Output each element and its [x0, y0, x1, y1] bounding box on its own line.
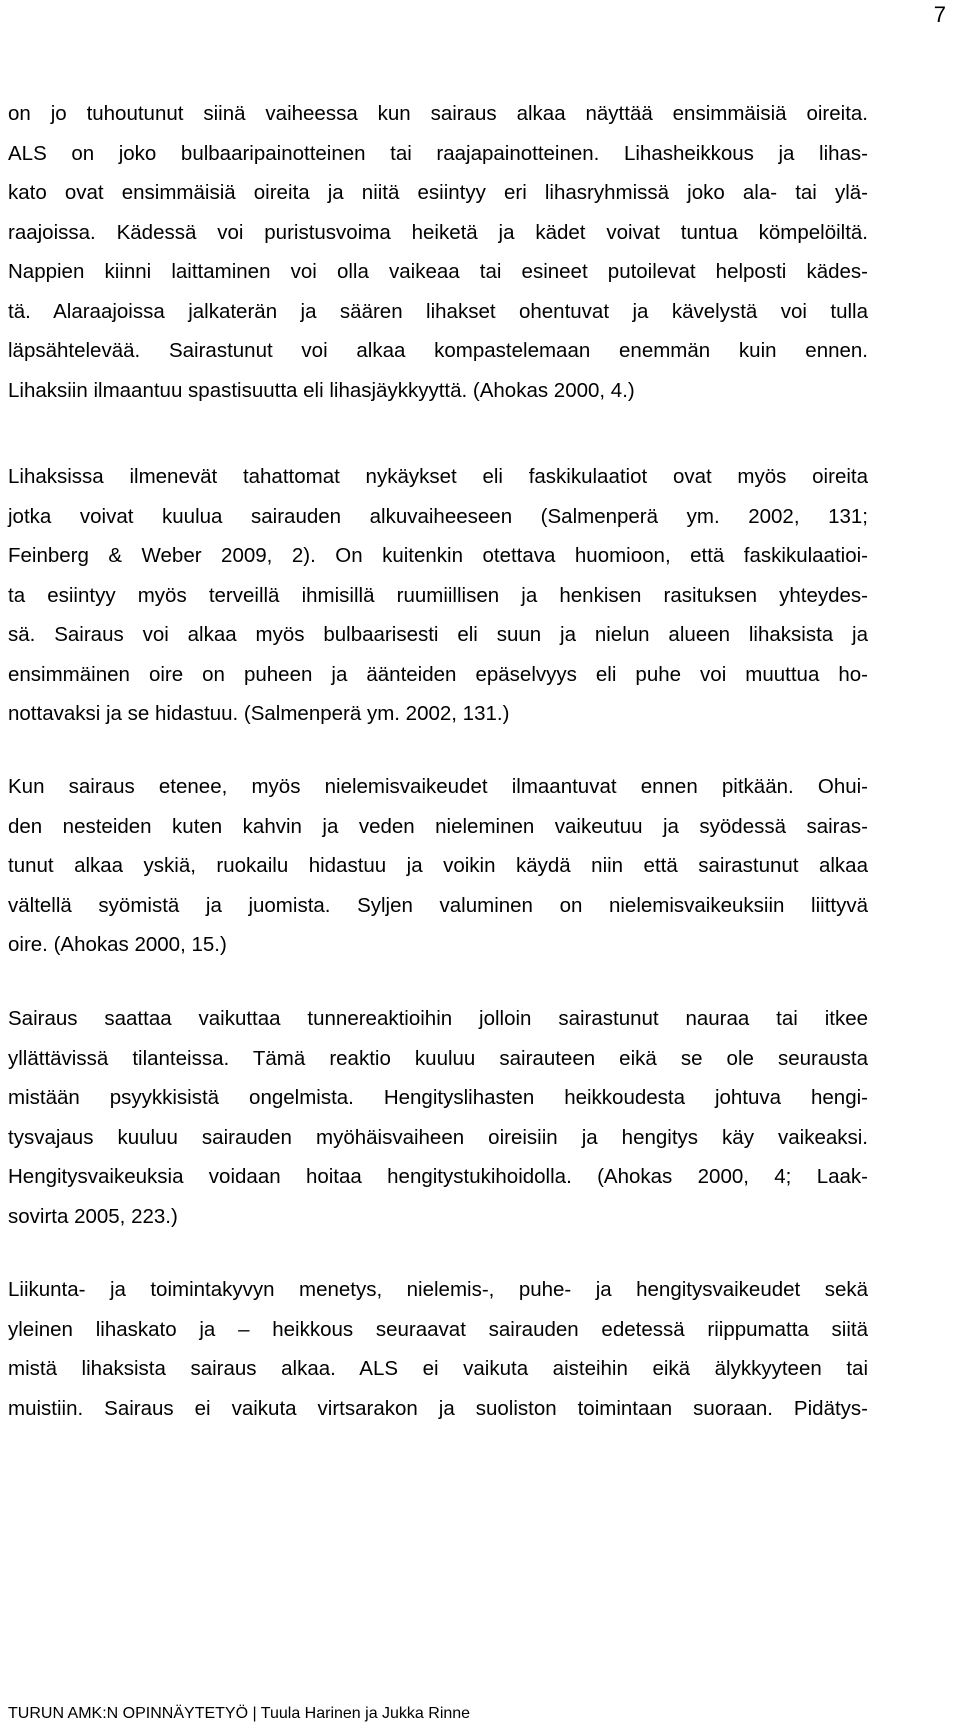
text-line: läpsähtelevää. Sairastunut voi alkaa kompastelemaan enemmän kuin ennen.	[8, 339, 868, 362]
text-line: sovirta 2005, 223.)	[8, 1204, 178, 1228]
text-line: vältellä syömistä ja juomista. Syljen valuminen on nielemisvaikeuksiin liittyvä	[8, 893, 868, 917]
text-line: Hengitysvaikeuksia voidaan hoitaa hengitystukihoidolla. (Ahokas 2000, 4; Laak-	[8, 1165, 868, 1188]
text-line: nottavaksi ja se hidastuu. (Salmenperä ym. 2002, 131.)	[8, 702, 510, 725]
text-line: yllättävissä tilanteissa. Tämä reaktio kuuluu sairauteen eikä se ole seurausta	[8, 1046, 868, 1070]
text-line: mistä lihaksista sairaus alkaa. ALS ei vaikuta aisteihin eikä älykkyyteen tai	[8, 1357, 868, 1380]
text-line: tysvajaus kuuluu sairauden myöhäisvaiheen oireisiin ja hengitys käy vaikeaksi.	[8, 1125, 868, 1149]
text-line: Lihaksissa ilmenevät tahattomat nykäykset eli faskikulaatiot ovat myös oireita	[8, 465, 868, 488]
text-line: sä. Sairaus voi alkaa myös bulbaarisesti eli suun ja nielun alueen lihaksista ja	[8, 623, 868, 646]
text-line: den nesteiden kuten kahvin ja veden nieleminen vaikeutuu ja syödessä sairas-	[8, 814, 868, 838]
paragraph-3	[8, 767, 868, 965]
page-number: 7	[933, 2, 946, 27]
text-line: oire. (Ahokas 2000, 15.)	[8, 933, 227, 956]
text-line: tunut alkaa yskiä, ruokailu hidastuu ja voikin käydä niin että sairastunut alkaa	[8, 854, 868, 877]
text-line: Liikunta- ja toimintakyvyn menetys, nielemis-, puhe- ja hengitysvaikeudet sekä	[8, 1278, 868, 1301]
text-line: jotka voivat kuulua sairauden alkuvaiheeseen (Salmenperä ym. 2002, 131;	[8, 504, 868, 528]
text-line: mistään psyykkisistä ongelmista. Hengityslihasten heikkoudesta johtuva hengi-	[8, 1086, 868, 1109]
paragraph-5	[8, 1270, 868, 1428]
text-line: kato ovat ensimmäisiä oireita ja niitä esiintyy eri lihasryhmissä joko ala- tai ylä-	[8, 181, 868, 204]
text-line: ALS on joko bulbaaripainotteinen tai raajapainotteinen. Lihasheikkous ja lihas-	[8, 141, 868, 165]
text-line: ensimmäinen oire on puheen ja äänteiden epäselvyys eli puhe voi muuttua ho-	[8, 662, 868, 686]
paragraph-2	[8, 457, 868, 734]
text-line: muistiin. Sairaus ei vaikuta virtsarakon ja suoliston toimintaan suoraan. Pidätys-	[8, 1396, 868, 1420]
text-line: on jo tuhoutunut siinä vaiheessa kun sairaus alkaa näyttää ensimmäisiä oireita.	[8, 102, 868, 125]
text-line: Kun sairaus etenee, myös nielemisvaikeudet ilmaantuvat ennen pitkään. Ohui-	[8, 775, 868, 798]
text-line: Feinberg & Weber 2009, 2). On kuitenkin otettava huomioon, että faskikulaatioi-	[8, 544, 868, 567]
paragraph-4	[8, 999, 868, 1236]
text-line: Nappien kiinni laittaminen voi olla vaikeaa tai esineet putoilevat helposti kädes-	[8, 260, 868, 283]
text-line: tä. Alaraajoissa jalkaterän ja säären lihakset ohentuvat ja kävelystä voi tulla	[8, 299, 868, 323]
text-line: raajoissa. Kädessä voi puristusvoima heiketä ja kädet voivat tuntua kömpelöiltä.	[8, 220, 868, 244]
text-line: Sairaus saattaa vaikuttaa tunnereaktioihin jolloin sairastunut nauraa tai itkee	[8, 1007, 868, 1030]
text-line: Lihaksiin ilmaantuu spastisuutta eli lihasjäykkyyttä. (Ahokas 2000, 4.)	[8, 378, 635, 402]
text-line: ta esiintyy myös terveillä ihmisillä ruumiillisen ja henkisen rasituksen yhteydes-	[8, 583, 868, 607]
page-footer: TURUN AMK:N OPINNÄYTETYÖ | Tuula Harinen ja Jukka Rinne	[8, 1705, 471, 1722]
text-line: yleinen lihaskato ja – heikkous seuraavat sairauden edetessä riippumatta siitä	[8, 1317, 868, 1341]
paragraph-1	[8, 94, 868, 410]
